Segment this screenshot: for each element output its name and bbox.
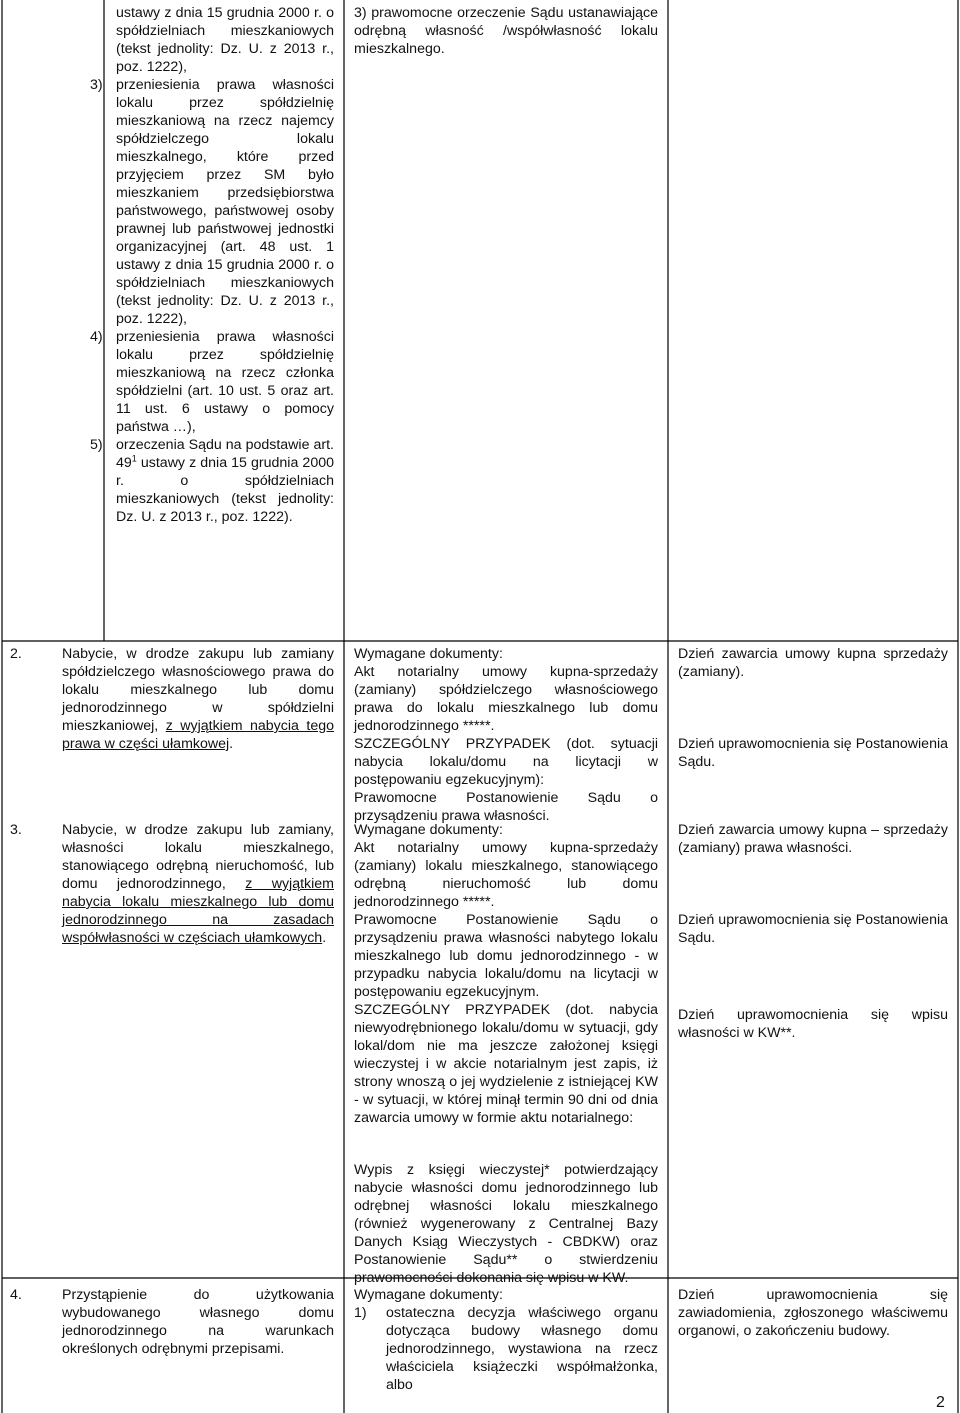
row2-documents: Wymagane dokumenty: Akt notarialny umowy kupna-sprzedaży (zamiany) spółdzielczego własnościowego prawa do lokalu mieszkalnego lub domu jednorodzinnego *****. SZCZEGÓLNY PRZYPADEK (dot. sytuacji nabycia lokalu/domu na licytacji w postępowaniu egzekucyjnym): Prawomocne Postanowienie Sądu o przysądzeniu prawa własności. (354, 646, 658, 824)
row4-documents: Wymagane dokumenty: 1) ostateczna decyzja właściwego organu dotycząca budowy własnego domu jednorodzinnego, wystawiona na rzecz właściciela książeczki współmałżonka, albo (354, 1287, 658, 1393)
row2-date-court: Dzień uprawomocnienia się Postanowienia Sądu. (678, 736, 948, 770)
row2-date-purchase: Dzień zawarcia umowy kupna sprzedaży (zamiany). (678, 646, 948, 680)
row3-description: 3. Nabycie, w drodze zakupu lub zamiany, własności lokalu mieszkalnego, stanowiącego odrębną nieruchomość, lub domu jednorodzinnego, z wyjątkiem nabycia lokalu mieszkalnego lub domu jednorodzinnego na zasadach współwłasności w częściach ułamkowych. (10, 822, 334, 946)
row3-date-registry: Dzień uprawomocnienia się wpisu własności w KW**. (678, 1007, 948, 1041)
row3-extra-document: Wypis z księgi wieczystej* potwierdzający nabycie własności domu jednorodzinnego lub odrębnej własności lokalu mieszkalnego (również wygenerowany z Centralnej Bazy Danych Ksiąg Wieczystych - CBDKW) oraz Postanowienie Sądu** o stwierdzeniu prawomocności dokonania się wpisu w KW. (354, 1162, 658, 1286)
row4-date: Dzień uprawomocnienia się zawiadomienia, zgłoszonego właściwemu organowi, o zakończeniu budowy. (678, 1287, 948, 1339)
list-item-4: 4) przeniesienia prawa własności lokalu przez spółdzielnię mieszkaniową na rzecz członka spółdzielni (art. 10 ust. 5 oraz art. 11 ust. 6 ustawy o pomocy państwa …), (90, 329, 334, 435)
list-item-5: 5) orzeczenia Sądu na podstawie art. $49^1$ ustawy z dnia 15 grudnia 2000 r. o spółdzielniach mieszkaniowych (tekst jednolity: Dz. U. z 2013 r., poz. 1222). (90, 437, 334, 525)
col2-top: 3) prawomocne orzeczenie Sądu ustanawiające odrębną własność /współwłasność lokalu mieszkalnego. (354, 5, 658, 57)
col1-top-block (90, 4, 334, 526)
page-number: 2 (936, 1394, 945, 1411)
row4-description: 4. Przystąpienie do użytkowania wybudowanego własnego domu jednorodzinnego na warunkach określonych odrębnymi przepisami. (10, 1287, 334, 1357)
row3-date-purchase: Dzień zawarcia umowy kupna – sprzedaży (zamiany) prawa własności. (678, 822, 948, 856)
law-citation-continuation: ustawy z dnia 15 grudnia 2000 r. o spółdzielniach mieszkaniowych (tekst jednolity: Dz. U. z 2013 r., poz. 1222), (116, 5, 334, 75)
row3-documents: Wymagane dokumenty: Akt notarialny umowy kupna-sprzedaży (zamiany) lokalu mieszkalnego, stanowiącego odrębną nieruchomość lub domu jednorodzinnego *****. Prawomocne Postanowienie Sądu o przysądzeniu prawa własności nabytego lokalu mieszkalnego lub domu jednorodzinnego - w przypadku nabycia lokalu/domu na licytacji w postępowaniu egzekucyjnym. SZCZEGÓLNY PRZYPADEK (dot. nabycia niewyodrębnionego lokalu/domu w sytuacji, gdy lokal/dom nie ma jeszcze założonej księgi wieczystej i w akcie notarialnym jest zapis, iż strony wnoszą o jej wydzielenie z istniejącej KW - w sytuacji, w której minął termin 90 dni od dnia zawarcia umowy w formie aktu notarialnego: (354, 822, 658, 1126)
list-item-3: 3) przeniesienia prawa własności lokalu przez spółdzielnię mieszkaniową na rzecz najemcy spółdzielczego lokalu mieszkalnego, które przed przyjęciem przez SM było mieszkaniem przedsiębiorstwa państwowego, państwowej osoby prawnej lub państwowej jednostki organizacyjnej (art. 48 ust. 1 ustawy z dnia 15 grudnia 2000 r. o spółdzielniach mieszkaniowych (tekst jednolity: Dz. U. z 2013 r., poz. 1222), (90, 77, 334, 327)
row2-description: 2. Nabycie, w drodze zakupu lub zamiany spółdzielczego własnościowego prawa do lokalu mieszkalnego lub domu jednorodzinnego w spółdzielni mieszkaniowej, z wyjątkiem nabycia tego prawa w części ułamkowej. (10, 646, 335, 752)
row3-date-court: Dzień uprawomocnienia się Postanowienia Sądu. (678, 912, 948, 946)
